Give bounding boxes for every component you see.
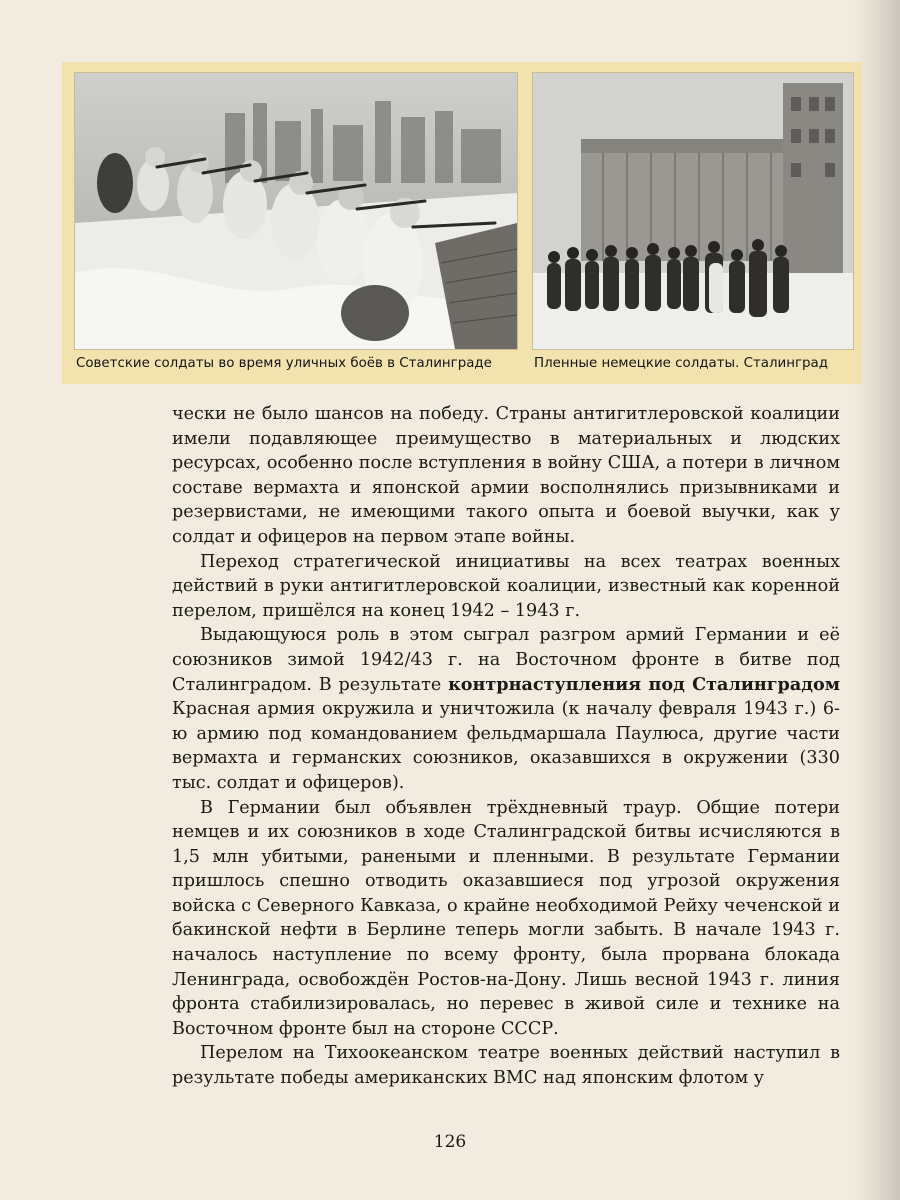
term-counteroffensive-stalingrad: контрнаступления под Сталинградом xyxy=(448,673,841,695)
figure-band xyxy=(62,62,862,384)
body-text xyxy=(172,402,840,1091)
prisoners-ruins-photo-icon xyxy=(533,73,853,349)
paragraph-3-text-b: Красная армия окружила и уничтожила (к началу февраля 1943 г.) 6-ю армию под командованием фельдмаршала Паулюса, другие части вермахта и германских союзников, оказавшихся в окружении (330 тыс. солдат и офицеров). xyxy=(172,699,840,793)
paragraph-5: Перелом на Тихоокеанском театре военных действий наступил в результате победы американских ВМС над японским флотом у xyxy=(172,1043,840,1089)
paragraph-1: чески не было шансов на победу. Страны антигитлеровской коалиции имели подавляющее преимущество в материальных и людских ресурсах, особенно после вступления в войну США, а потери в личном составе вермахта и японской армии восполнялись призывниками и резервистами, не имеющими такого опыта и боевой выучки, как у солдат и офицеров на первом этапе войны. xyxy=(172,404,840,547)
soldiers-firing-photo-icon xyxy=(75,73,517,349)
paragraph-3 xyxy=(172,623,840,795)
paragraph-3-text-a: Выдающуюся роль в этом сыграл разгром армий Германии и её союзников зимой 1942/43 г. на Восточном фронте в битве под Сталинградом. В результате xyxy=(172,625,840,695)
paragraph-4: В Германии был объявлен трёхдневный траур. Общие потери немцев и их союзников в ходе Сталинградской битвы исчисляются в 1,5 млн убитыми, ранеными и пленными. В результате Германии пришлось спешно отводить оказавшиеся под угрозой окружения войска с Северного Кавказа, о крайне необходимой Рейху чеченской и бакинской нефти в Берлине теперь могли забыть. В начале 1943 г. началось наступление по всему фронту, была прорвана блокада Ленинграда, освобождён Ростов-на-Дону. Лишь весной 1943 г. линия фронта стабилизировалась, но перевес в живой силе и технике на Восточном фронте был на стороне СССР. xyxy=(172,797,840,1039)
caption-german-prisoners: Пленные немецкие солдаты. Сталинград xyxy=(534,356,829,371)
photo-german-prisoners xyxy=(532,72,854,350)
paragraph-2: Переход стратегической инициативы на всех театрах военных действий в руки антигитлеровской коалиции, известный как коренной перелом, пришёлся на конец 1942 – 1943 г. xyxy=(172,551,840,621)
page-number: 126 xyxy=(433,1132,467,1152)
caption-soviet-soldiers: Советские солдаты во время уличных боёв в Сталинграде xyxy=(76,356,492,371)
photo-soviet-soldiers xyxy=(74,72,518,350)
